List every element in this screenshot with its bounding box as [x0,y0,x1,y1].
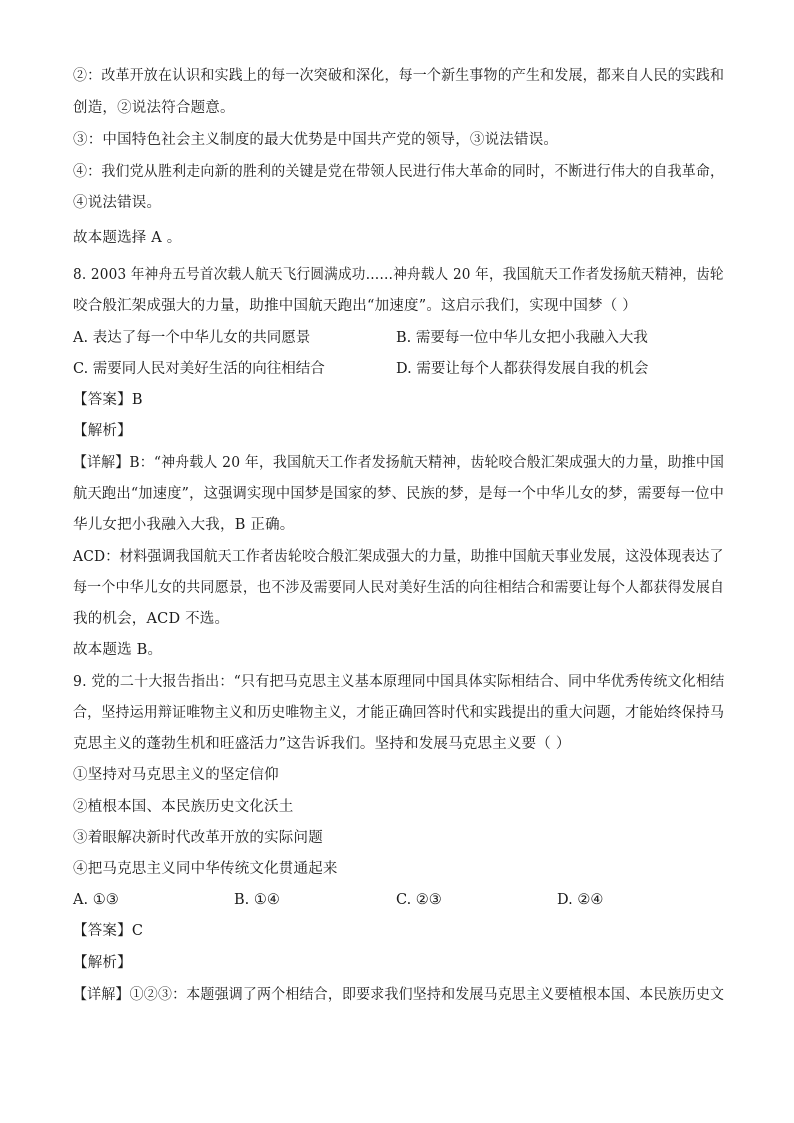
answer-value: B [131,392,143,408]
text-line: 故本题选择 A 。 [73,230,182,246]
option-d: D. ②④ [557,892,604,908]
answer-tag: 【答案】 [73,392,132,408]
detail-line: 航天跑出“加速度”，这强调实现中国梦是国家的梦、民族的梦，是每一个中华儿女的梦，需要每一位中 [73,486,725,502]
option-d: D. 需要让每个人都获得发展自我的机会 [396,361,649,377]
detail-text: B：“神舟载人 20 年，我国航天工作者发扬航天精神，齿轮咬合般汇架成强大的力量，助推中国 [129,455,725,471]
detail-line: 每一个中华儿女的共同愿景，也不涉及需要同人民对美好生活的向往相结合和需要让每个人都获得发展自 [73,580,725,596]
analysis-tag: 【解析】 [73,955,132,971]
text-line: ③：中国特色社会主义制度的最大优势是中国共产党的领导，③说法错误。 [73,132,559,148]
question-9-stem: 克思主义的蓬勃生机和旺盛活力”这告诉我们。坚持和发展马克思主义要（ ） [73,736,571,752]
text-line: ④说法错误。 [73,195,162,211]
answer-value: C [131,923,144,939]
statement-item: ③着眼解决新时代改革开放的实际问题 [73,830,323,846]
conclusion-line: 故本题选 B。 [73,642,163,658]
detail-line: 华儿女把小我融入大我，B 正确。 [73,517,295,533]
option-c: C. ②③ [396,892,442,908]
detail-line: ACD：材料强调我国航天工作者齿轮咬合般汇架成强大的力量，助推中国航天事业发展，这没体现表达了 [73,549,724,565]
answer-tag: 【答案】 [73,923,132,939]
option-b: B. 需要每一位中华儿女把小我融入大我 [396,330,648,346]
option-a: A. ①③ [73,892,119,908]
option-a: A. 表达了每一个中华儿女的共同愿景 [73,330,311,346]
detail-text: ①②③：本题强调了两个相结合，即要求我们坚持和发展马克思主义要植根本国、本民族历史文 [129,987,725,1003]
analysis-tag: 【解析】 [73,423,132,439]
detail-tag: 【详解】 [73,987,130,1003]
detail-line [73,985,724,1005]
text-line: ②：改革开放在认识和实践上的每一次突破和深化，每一个新生事物的产生和发展，都来自人民的实践和 [73,68,725,84]
question-8-stem: 8. 2003 年神舟五号首次载人航天飞行圆满成功……神舟载人 20 年，我国航天工作者发扬航天精神，齿轮 [73,267,724,283]
detail-tag: 【详解】 [73,455,130,471]
statement-item: ①坚持对马克思主义的坚定信仰 [73,767,279,783]
text-line: 创造，②说法符合题意。 [73,100,235,116]
detail-line [73,453,724,473]
text-line: ④：我们党从胜利走向新的胜利的关键是党在带领人民进行伟大革命的同时，不断进行伟大的自我革命， [73,164,725,180]
question-9-stem: 9. 党的二十大报告指出：“只有把马克思主义基本原理同中国具体实际相结合、同中华优秀传统文化相结 [73,674,725,690]
detail-line: 我的机会，ACD 不选。 [73,611,230,627]
option-c: C. 需要同人民对美好生活的向往相结合 [73,361,325,377]
question-9-stem: 合，坚持运用辩证唯物主义和历史唯物主义，才能正确回答时代和实践提出的重大问题，才能始终保持马 [73,705,725,721]
answer-line [73,921,143,941]
statement-item: ②植根本国、本民族历史文化沃土 [73,799,294,815]
answer-line [73,390,143,410]
question-8-stem: 咬合般汇架成强大的力量，助推中国航天跑出“加速度”。这启示我们，实现中国梦（ ） [73,298,637,314]
option-b: B. ①④ [234,892,280,908]
statement-item: ④把马克思主义同中华传统文化贯通起来 [73,861,338,877]
